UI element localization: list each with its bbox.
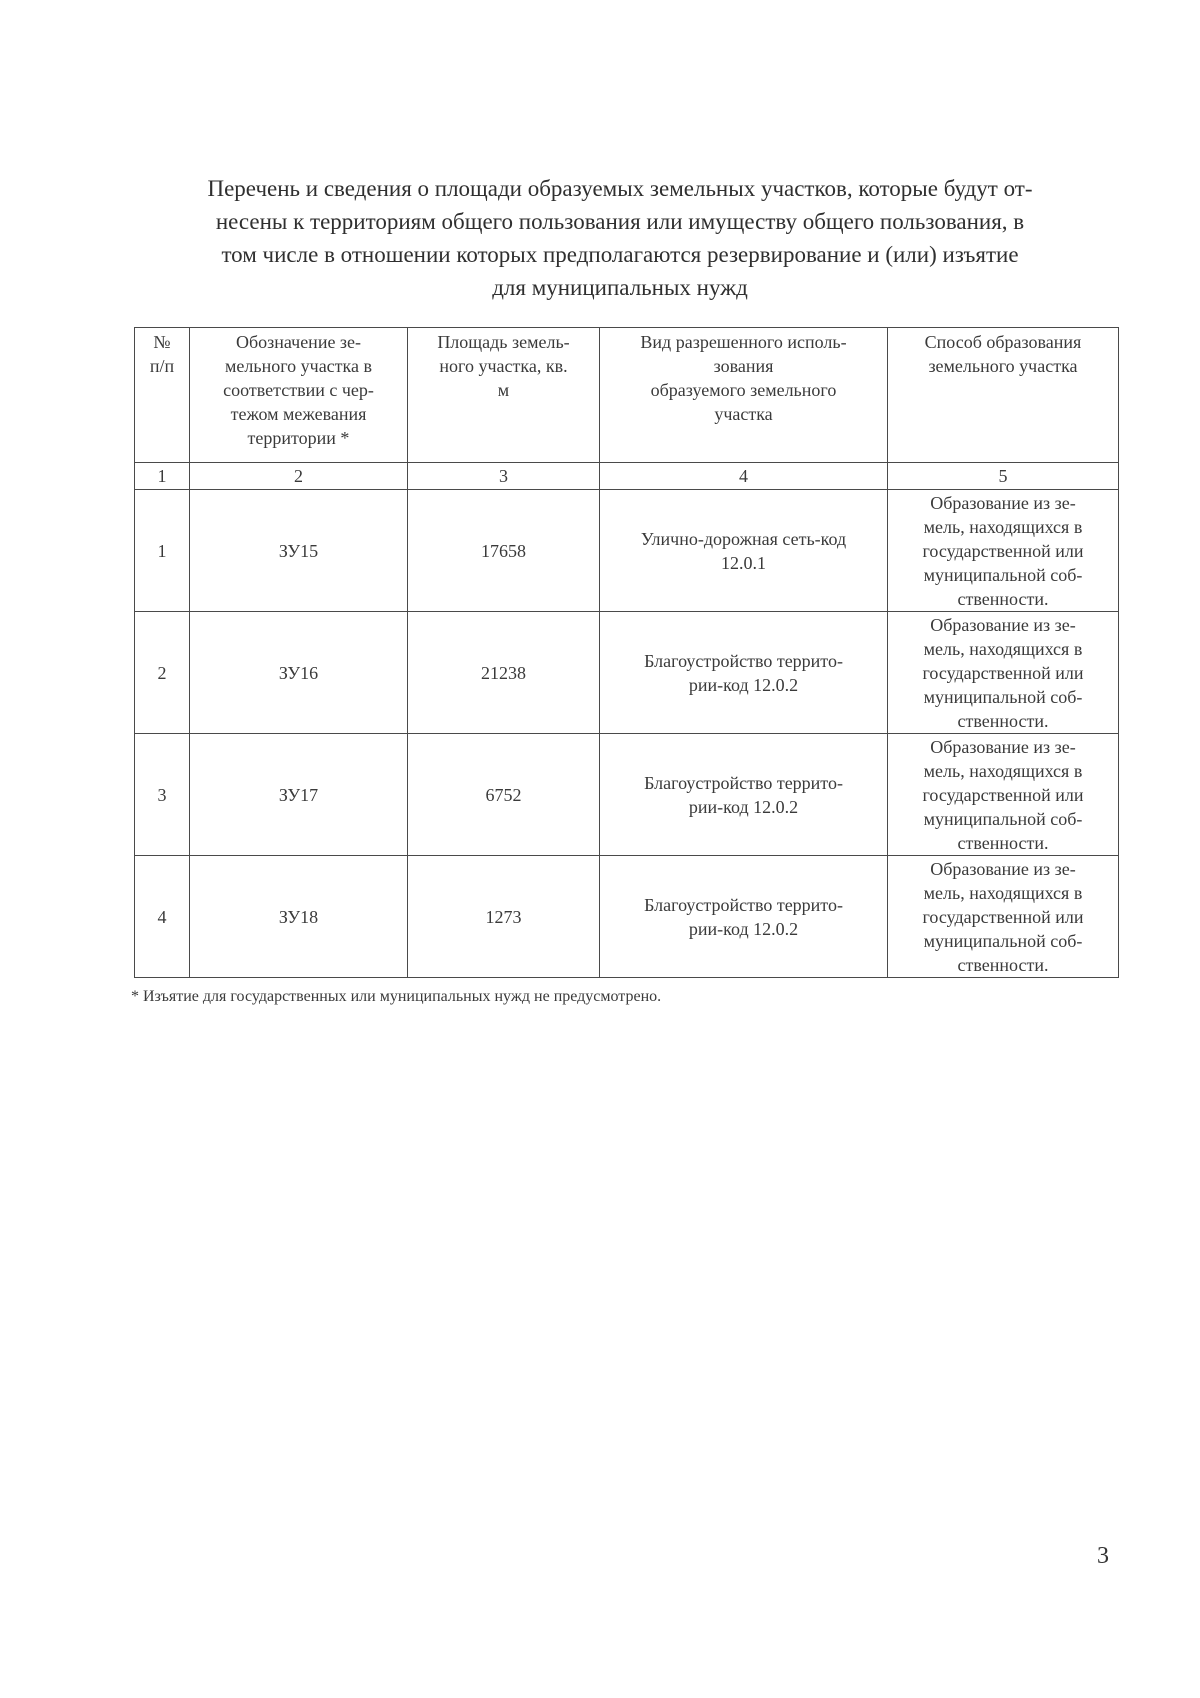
formation-method: Образование из зе- мель, находящихся в государственной или муниципальной соб- ственности. [888,856,1119,978]
table-row [135,612,1119,734]
header-designation: Обозначение зе- мельного участка в соответствии с чер- тежом межевания территории * [190,328,408,463]
title-line: том числе в отношении которых предполагаются резервирование и (или) изъятие [221,242,1019,267]
parcel-designation: ЗУ16 [190,612,408,734]
column-number: 2 [190,463,408,490]
parcel-designation: ЗУ18 [190,856,408,978]
page-number: 3 [1097,1543,1109,1569]
table-row [135,734,1119,856]
column-number-row [135,463,1119,490]
title-line: для муниципальных нужд [492,275,748,300]
parcel-area: 17658 [408,490,600,612]
parcel-area: 21238 [408,612,600,734]
formation-method: Образование из зе- мель, находящихся в государственной или муниципальной соб- ственности. [888,490,1119,612]
parcels-table [134,327,1119,978]
table-header-row [135,328,1119,463]
table-row [135,490,1119,612]
header-formation-method: Способ образования земельного участка [888,328,1119,463]
column-number: 3 [408,463,600,490]
header-area: Площадь земель- ного участка, кв. м [408,328,600,463]
table-row [135,856,1119,978]
title-line: несены к территориям общего пользования или имуществу общего пользования, в [215,209,1025,234]
parcel-designation: ЗУ17 [190,734,408,856]
permitted-use: Благоустройство террито- рии-код 12.0.2 [600,856,888,978]
column-number: 4 [600,463,888,490]
document-title [120,172,1120,304]
formation-method: Образование из зе- мель, находящихся в государственной или муниципальной соб- ственности. [888,734,1119,856]
parcel-area: 6752 [408,734,600,856]
header-permitted-use: Вид разрешенного исполь- зования образуемого земельного участка [600,328,888,463]
formation-method: Образование из зе- мель, находящихся в государственной или муниципальной соб- ственности. [888,612,1119,734]
footnote: * Изъятие для государственных или муниципальных нужд не предусмотрено. [131,988,662,1005]
row-number: 1 [135,490,190,612]
permitted-use: Благоустройство террито- рии-код 12.0.2 [600,612,888,734]
header-number: № п/п [135,328,190,463]
row-number: 3 [135,734,190,856]
title-line: Перечень и сведения о площади образуемых земельных участков, которые будут от- [207,176,1033,201]
parcel-area: 1273 [408,856,600,978]
column-number: 1 [135,463,190,490]
column-number: 5 [888,463,1119,490]
row-number: 2 [135,612,190,734]
permitted-use: Благоустройство террито- рии-код 12.0.2 [600,734,888,856]
permitted-use: Улично-дорожная сеть-код 12.0.1 [600,490,888,612]
parcel-designation: ЗУ15 [190,490,408,612]
row-number: 4 [135,856,190,978]
